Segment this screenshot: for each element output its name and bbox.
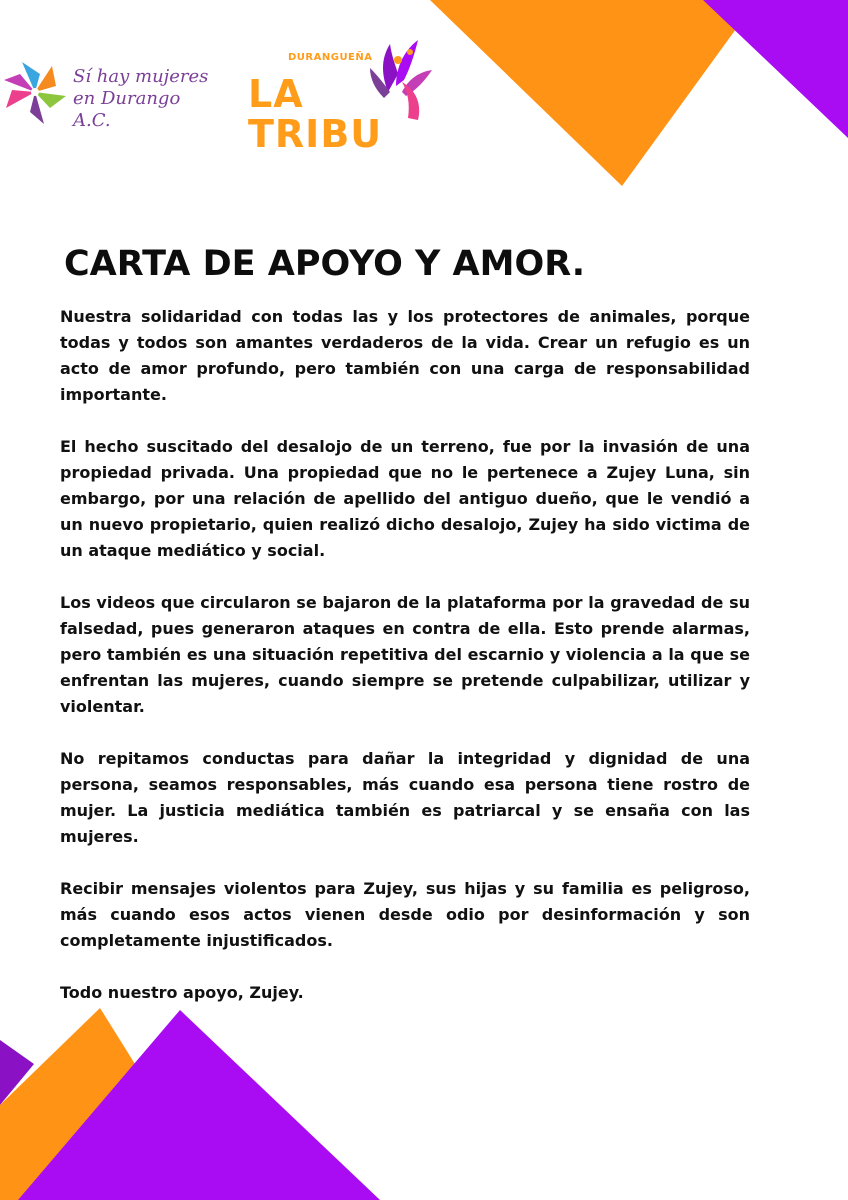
la-tribu-logo: [244, 30, 434, 156]
paragraph-videos: Los videos que circularon se bajaron de la plataforma por la gravedad de su falsedad, pues generaron ataques en contra de ella. Esto prende alarmas, pero también es una situación repetitiva del escarnio y violencia a la que se enfrentan las mujeres, cuando siempre se pretende culpabilizar, utilizar y violentar.: [60, 593, 750, 716]
tribu-title: LA TRIBU: [248, 72, 383, 156]
pinwheel-icon: [0, 56, 70, 128]
paragraph-eviction: El hecho suscitado del desalojo de un terreno, fue por la invasión de una propiedad privada. Una propiedad que no le pertenece a Zujey Luna, sin embargo, por una relación de apellido del antiguo dueño, que le vendió a un nuevo propietario, quien realizó dicho desalojo, Zujey ha sido victima de un ataque mediático y social.: [60, 437, 750, 560]
org-name-text: Sí hay mujeres en Durango A.C.: [73, 66, 209, 131]
top-purple-triangle: [703, 0, 848, 138]
paragraph-responsibility: No repitamos conductas para dañar la integridad y dignidad de una persona, seamos responsables, más cuando esa persona tiene rostro de mujer. La justicia mediática también es patriarcal y se ensaña con las mujeres.: [60, 749, 750, 846]
paragraph-closing: Todo nuestro apoyo, Zujey.: [60, 983, 304, 1002]
paragraph-solidarity: Nuestra solidaridad con todas las y los protectores de animales, porque todas y todos son amantes verdaderos de la vida. Crear un refugio es un acto de amor profundo, pero también con una carga de responsabilidad importante.: [60, 307, 750, 404]
paragraph-violent-messages: Recibir mensajes violentos para Zujey, sus hijas y su familia es peligroso, más cuando esos actos vienen desde odio por desinformación y son completamente injustificados.: [60, 879, 750, 950]
org-logo: [0, 52, 215, 132]
letter-title: CARTA DE APOYO Y AMOR.: [64, 244, 586, 284]
letter-body: [60, 304, 750, 1032]
top-orange-triangle: [430, 0, 757, 186]
tribu-subtitle: DURANGUEÑA: [288, 52, 373, 63]
